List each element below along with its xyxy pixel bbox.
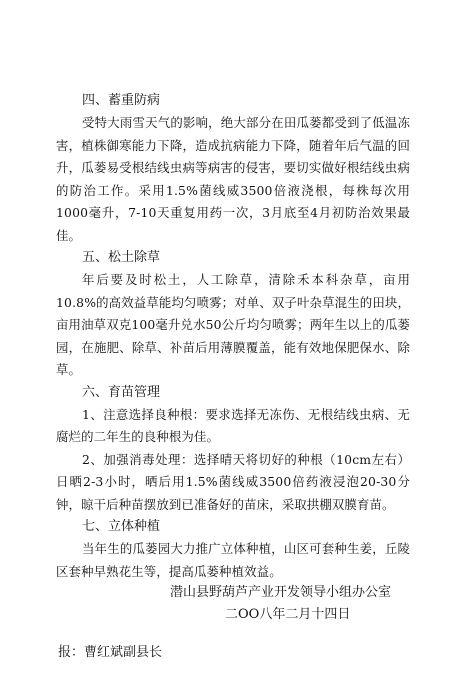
section-heading: 七、立体种植 <box>82 519 161 534</box>
cc-recipient: 报：曹红斌副县长 <box>58 645 163 660</box>
section-heading: 五、松土除草 <box>82 250 161 265</box>
section-paragraph: 2、加强消毒处理：选择晴天将切好的种根（10cm左右）日晒2-3小时，晒后用1.5%菌线威3500倍药液浸泡20-30分钟，晾干后种苗摆放到已准备好的苗床，采取拱棚双膜育苗。 <box>56 451 410 512</box>
section-paragraph: 受特大雨雪天气的影响，绝大部分在田瓜蒌都受到了低温冻害，植株御寒能力下降，造成抗病能力下降，随着年后气温的回升，瓜蒌易受根结线虫病等病害的侵害，要切实做好根结线虫病的防治工作。采用1.5%菌线威3500倍液浇根，每株每次用1000毫升，7-10天重复用药一次，3月底至4月初防治效果最佳。 <box>56 115 410 243</box>
section-heading: 六、育苗管理 <box>82 384 161 400</box>
document-body <box>56 90 410 583</box>
section-paragraph: 当年生的瓜蒌园大力推广立体种植，山区可套种生姜，丘陵区套种早熟花生等，提高瓜蒌种植效益。 <box>56 541 410 579</box>
section-paragraph: 年后要及时松土，人工除草，清除禾本科杂草，亩用10.8%的高效益草能均匀喷雾；对单、双子叶杂草混生的田块，亩用油草双克100毫升兑水50公斤均匀喷雾；两年生以上的瓜蒌园，在施肥、除草、补苗后用薄膜覆盖，能有效地保肥保水、除草。 <box>56 272 410 377</box>
section-heading: 四、蓄重防病 <box>82 93 161 108</box>
signature-org: 潜山县野葫芦产业开发领导小组办公室 <box>170 585 392 600</box>
section-paragraph: 1、注意选择良种根：要求选择无冻伤、无根结线虫病、无腐烂的二年生的良种根为佳。 <box>56 406 410 444</box>
signature-date: 二OO八年二月十四日 <box>225 607 351 622</box>
